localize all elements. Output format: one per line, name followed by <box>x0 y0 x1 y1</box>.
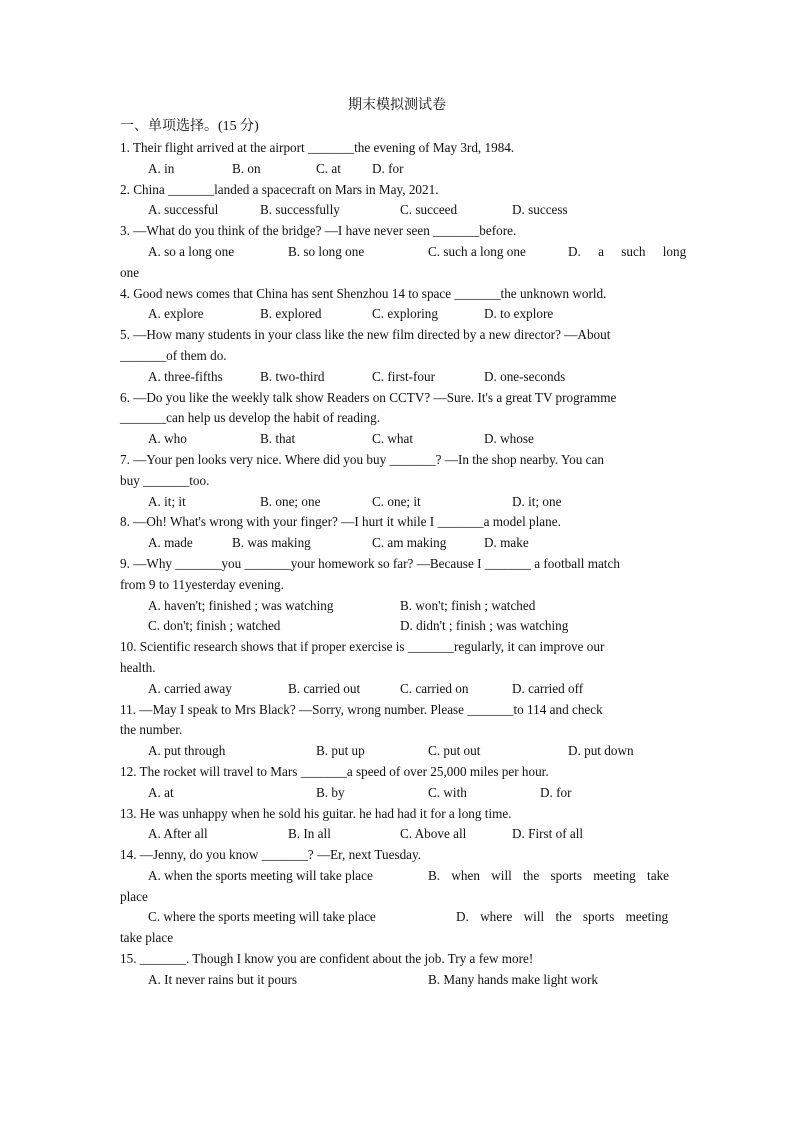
option-c[interactable]: C. don't; finish ; watched <box>148 618 281 634</box>
question-stem-continuation: health. <box>120 659 156 675</box>
option-a[interactable]: A. when the sports meeting will take place <box>148 867 373 883</box>
question-options <box>120 200 675 221</box>
question-list <box>120 138 687 991</box>
question-stem: 13. He was unhappy when he sold his guitar. he had had it for a long time. <box>120 805 512 821</box>
question-options <box>120 367 675 388</box>
option-d[interactable]: D. put down <box>568 743 634 759</box>
option-d[interactable]: D. make <box>484 535 529 551</box>
question-options <box>120 533 675 554</box>
option-a[interactable]: A. in <box>148 160 175 176</box>
option-c[interactable]: C. such a long one <box>428 243 526 259</box>
question-stem: 8. —Oh! What's wrong with your finger? —I hurt it while I _______a model plane. <box>120 514 561 530</box>
option-a[interactable]: A. at <box>148 784 174 800</box>
option-d[interactable]: D. for <box>540 784 572 800</box>
option-d[interactable]: D. First of all <box>512 826 584 842</box>
option-b[interactable]: B. was making <box>232 535 311 551</box>
option-a[interactable]: A. so a long one <box>148 243 235 259</box>
question-options <box>120 783 675 804</box>
option-a[interactable]: A. explore <box>148 306 204 322</box>
option-c[interactable]: C. first-four <box>372 368 435 384</box>
option-continuation: take place <box>120 930 174 946</box>
option-a[interactable]: A. After all <box>148 826 208 842</box>
option-c[interactable]: C. put out <box>428 743 481 759</box>
option-a[interactable]: A. it; it <box>148 493 186 509</box>
option-b[interactable]: B. so long one <box>288 243 365 259</box>
option-a[interactable]: A. carried away <box>148 680 232 696</box>
question-options <box>120 429 675 450</box>
question-stem: 7. —Your pen looks very nice. Where did you buy _______? —In the shop nearby. You can <box>120 451 604 467</box>
option-b[interactable]: B. by <box>316 784 345 800</box>
page-title: 期末模拟测试卷 <box>348 98 446 113</box>
option-a[interactable]: A. successful <box>148 202 219 218</box>
option-b[interactable]: B. when will the sports meeting take <box>428 867 670 883</box>
option-a[interactable]: A. It never rains but it pours <box>148 971 298 987</box>
option-c[interactable]: C. am making <box>372 535 447 551</box>
question-stem-continuation: the number. <box>120 722 183 738</box>
question-stem: 10. Scientific research shows that if proper exercise is _______regularly, it can improve our <box>120 639 605 655</box>
option-b[interactable]: B. one; one <box>260 493 321 509</box>
option-d[interactable]: D. one-seconds <box>484 368 566 384</box>
option-a[interactable]: A. put through <box>148 743 226 759</box>
option-b[interactable]: B. Many hands make light work <box>428 971 598 987</box>
option-a[interactable]: A. haven't; finished ; was watching <box>148 597 334 613</box>
option-continuation: one <box>120 264 140 280</box>
question-options <box>120 679 675 700</box>
option-b[interactable]: B. In all <box>288 826 331 842</box>
option-a[interactable]: A. three-fifths <box>148 368 223 384</box>
option-d[interactable]: D. carried off <box>512 680 584 696</box>
option-b[interactable]: B. successfully <box>260 202 340 218</box>
question-options <box>120 596 675 617</box>
question-options <box>120 242 687 263</box>
option-a[interactable]: A. who <box>148 431 187 447</box>
option-c[interactable]: C. at <box>316 160 341 176</box>
option-c[interactable]: C. what <box>372 431 414 447</box>
question-stem: 11. —May I speak to Mrs Black? —Sorry, wrong number. Please _______to 114 and check <box>120 701 603 717</box>
option-b[interactable]: B. explored <box>260 306 322 322</box>
option-continuation: place <box>120 888 148 904</box>
option-d[interactable]: D. to explore <box>484 306 554 322</box>
question-options <box>120 741 675 762</box>
question-stem: 14. —Jenny, do you know _______? —Er, next Tuesday. <box>120 847 422 863</box>
question-stem-continuation: _______of them do. <box>120 347 227 363</box>
option-c[interactable]: C. carried on <box>400 680 469 696</box>
section-heading: 一、单项选择。(15 分) <box>120 119 259 134</box>
option-c[interactable]: C. succeed <box>400 202 458 218</box>
question-stem: 2. China _______landed a spacecraft on Mars in May, 2021. <box>120 181 439 197</box>
question-options <box>120 824 675 845</box>
option-d[interactable]: D. where will the sports meeting <box>456 909 669 925</box>
option-b[interactable]: B. carried out <box>288 680 361 696</box>
option-b[interactable]: B. two-third <box>260 368 325 384</box>
question-options <box>120 616 675 637</box>
option-c[interactable]: C. exploring <box>372 306 438 322</box>
question-options <box>120 492 675 513</box>
option-d[interactable]: D. didn't ; finish ; was watching <box>400 618 569 634</box>
question-stem: 6. —Do you like the weekly talk show Readers on CCTV? —Sure. It's a great TV programme <box>120 389 617 405</box>
question-stem: 1. Their flight arrived at the airport _______the evening of May 3rd, 1984. <box>120 140 515 155</box>
question-stem: 12. The rocket will travel to Mars _______a speed of over 25,000 miles per hour. <box>120 763 549 779</box>
option-d[interactable]: D. for <box>372 160 404 176</box>
option-d[interactable]: D. whose <box>484 431 534 447</box>
option-c[interactable]: C. one; it <box>372 493 421 509</box>
question-options <box>120 304 675 325</box>
option-d[interactable]: D. a such long <box>568 243 687 259</box>
question-stem: 3. —What do you think of the bridge? —I have never seen _______before. <box>120 223 517 239</box>
question-options <box>120 970 675 991</box>
question-stem-continuation: _______can help us develop the habit of reading. <box>120 410 381 426</box>
question-options <box>120 907 675 928</box>
question-stem-continuation: buy _______too. <box>120 472 210 488</box>
option-d[interactable]: D. it; one <box>512 493 562 509</box>
question-stem: 9. —Why _______you _______your homework so far? —Because I _______ a football match <box>120 555 620 571</box>
question-options <box>120 159 675 180</box>
option-b[interactable]: B. that <box>260 431 296 447</box>
option-b[interactable]: B. on <box>232 160 261 176</box>
option-a[interactable]: A. made <box>148 535 193 551</box>
question-options <box>120 866 675 887</box>
question-stem: 4. Good news comes that China has sent Shenzhou 14 to space _______the unknown world. <box>120 285 607 301</box>
option-c[interactable]: C. Above all <box>400 826 467 842</box>
option-d[interactable]: D. success <box>512 202 568 218</box>
option-c[interactable]: C. where the sports meeting will take place <box>148 909 376 925</box>
option-b[interactable]: B. put up <box>316 743 365 759</box>
question-stem-continuation: from 9 to 11yesterday evening. <box>120 576 284 592</box>
option-b[interactable]: B. won't; finish ; watched <box>400 597 536 613</box>
option-c[interactable]: C. with <box>428 784 467 800</box>
question-stem: 15. _______. Though I know you are confident about the job. Try a few more! <box>120 951 534 967</box>
question-stem: 5. —How many students in your class like the new film directed by a new director? —About <box>120 327 611 343</box>
